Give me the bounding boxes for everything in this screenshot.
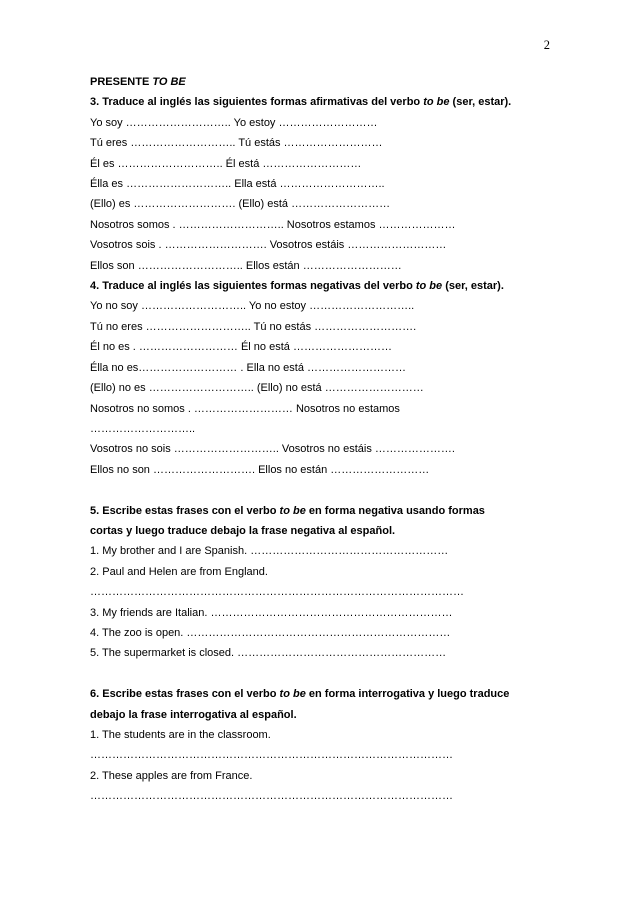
exercise-4-line-el: Él no es . ……………………… Él no está ………………………	[90, 341, 392, 354]
exercise-6-item-2-blank: ………………………………………………………………………………………	[90, 790, 453, 803]
exercise-5-heading-text: 5. Escribe estas frases con el verbo	[90, 504, 280, 517]
exercise-5-item-2: 2. Paul and Helen are from England.	[90, 565, 268, 578]
exercise-6-heading-text: 6. Escribe estas frases con el verbo	[90, 688, 280, 701]
exercise-3-line-tu: Tú eres ……………………….. Tú estás ………………………	[90, 137, 383, 150]
exercise-5-heading	[90, 501, 570, 521]
exercise-4-heading-text: 4. Traduce al inglés las siguientes formas negativas del verbo	[90, 280, 416, 293]
section-title	[90, 72, 570, 92]
page-number: 2	[543, 38, 550, 52]
exercise-4-line-ella: Élla no es……………………… . Ella no está ………………………	[90, 361, 407, 374]
exercise-4-line-yo: Yo no soy ……………………….. Yo no estoy ………………………..	[90, 300, 415, 313]
exercise-6-heading	[90, 684, 570, 704]
exercise-6-item-2: 2. These apples are from France.	[90, 769, 253, 782]
exercise-5-item-1: 1. My brother and I are Spanish. ………………………………………………	[90, 545, 449, 558]
exercise-3-line-ellos: Ellos son ……………………….. Ellos están ………………………	[90, 259, 402, 272]
exercise-4-line-ello: (Ello) no es ……………………….. (Ello) no está ………………………	[90, 382, 424, 395]
spacer	[90, 664, 570, 684]
exercise-3-line-nosotros: Nosotros somos . ……………………….. Nosotros estamos …………………	[90, 218, 456, 231]
exercise-3-heading-text: 3. Traduce al inglés las siguientes formas afirmativas del verbo	[90, 96, 424, 109]
section-title-text: PRESENTE	[90, 76, 153, 88]
exercise-4-heading-verb: to be	[415, 280, 443, 293]
exercise-4-line-vosotros: Vosotros no sois ……………………….. Vosotros no estáis ………………….	[90, 443, 455, 456]
exercise-6-item-1-blank: ………………………………………………………………………………………	[90, 749, 453, 762]
section-title-italic: TO BE	[152, 76, 186, 88]
exercise-3-line-el: Él es ……………………….. Él está ………………………	[90, 157, 362, 170]
exercise-3-line-ella: Élla es ……………………….. Ella está ………………………..	[90, 178, 385, 191]
exercise-5-heading-line-2: cortas y luego traduce debajo la frase negativa al español.	[90, 524, 396, 537]
exercise-3-heading-verb: to be	[423, 96, 450, 109]
exercise-6-heading-line-2: debajo la frase interrogativa al español.	[90, 708, 297, 721]
exercise-5-item-4: 4. The zoo is open. ………………………………………………………………	[90, 626, 451, 639]
exercise-4-line-tu: Tú no eres ……………………….. Tú no estás ……………………….	[90, 320, 417, 333]
exercise-4-line-ellos: Ellos no son ………………………. Ellos no están ………………………	[90, 463, 430, 476]
exercise-3-line-yo: Yo soy ……………………….. Yo estoy ………………………	[90, 116, 378, 129]
exercise-5-item-3: 3. My friends are Italian. …………………………………………………………	[90, 606, 453, 619]
worksheet-body	[90, 72, 570, 807]
exercise-5-item-2-blank: …………………………………………………………………………………………	[90, 586, 464, 599]
exercise-3-heading	[90, 92, 570, 112]
exercise-6-heading-tail: en forma interrogativa y luego traduce	[305, 688, 510, 701]
exercise-4-line-nosotros: Nosotros no somos . ……………………… Nosotros no estamos	[90, 402, 400, 415]
exercise-3-heading-tail: (ser, estar).	[449, 96, 512, 109]
spacer	[90, 480, 570, 500]
exercise-6-item-1: 1. The students are in the classroom.	[90, 728, 271, 741]
exercise-4-heading	[90, 276, 570, 296]
exercise-5-heading-tail: en forma negativa usando formas	[305, 504, 485, 517]
exercise-4-heading-tail: (ser, estar).	[442, 280, 504, 293]
exercise-5-item-5: 5. The supermarket is closed. …………………………………………………	[90, 647, 447, 660]
exercise-6-heading-verb: to be	[279, 688, 306, 701]
exercise-5-heading-verb: to be	[279, 504, 306, 517]
exercise-4-line-nosotros-blank: ………………………..	[90, 422, 196, 435]
exercise-3-line-vosotros: Vosotros sois . ………………………. Vosotros estáis ………………………	[90, 239, 447, 252]
exercise-3-line-ello: (Ello) es ………………………. (Ello) está ………………………	[90, 198, 391, 211]
